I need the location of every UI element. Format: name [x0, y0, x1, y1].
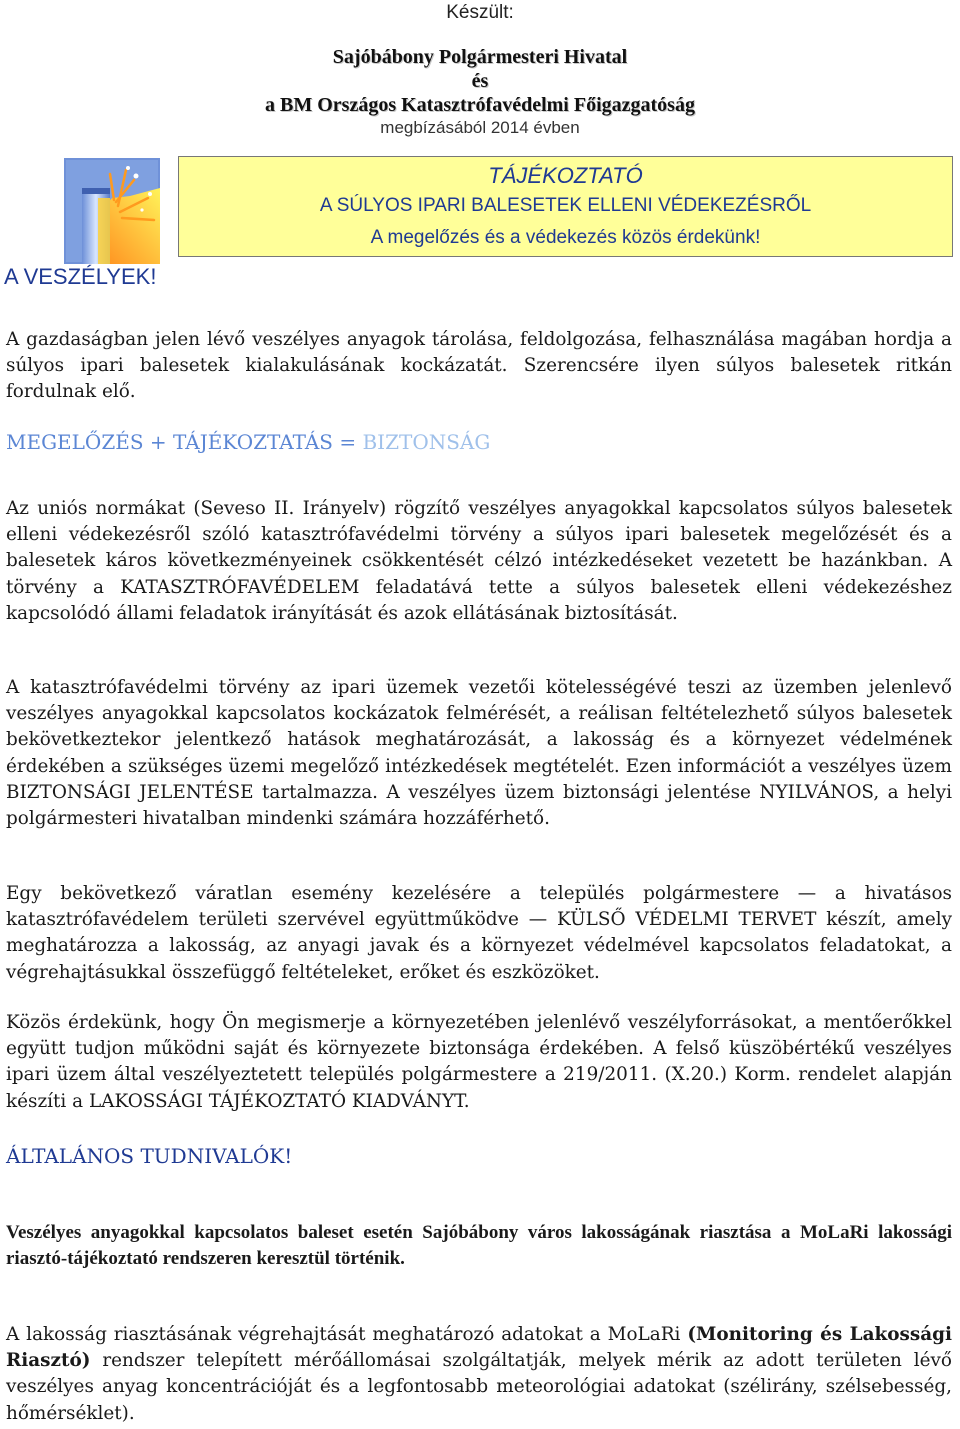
danger-label: A VESZÉLYEK!: [4, 264, 157, 289]
paragraph-interest: Közös érdekünk, hogy Ön megismerje a környezetében jelenlévő veszélyforrásokat, a mentőerőkkel együtt tudjon működni saját és környezete biztonsága érdekében. A felső küszöbértékű veszélyes ipari üzem által veszélyeztetett település polgármestere a 219/2011. (X.20.) Korm. rendelet alapján készíti a LAKOSSÁGI TÁJÉKOZTATÓ KIADVÁNYT.: [6, 1012, 952, 1112]
made-label: Készült:: [446, 2, 514, 23]
paragraph-seveso: Az uniós normákat (Seveso II. Irányelv) rögzítő veszélyes anyagokkal kapcsolatos súlyos balesetek elleni védekezésről szóló katasztrófavédelmi törvény a súlyos ipari balesetek megelőzését és a balesetek káros következményeinek csökkentését célzó intézkedéseket vezetett be hazánkban. A törvény a KATASZTRÓFAVÉDELEM feladatává tette a súlyos balesetek elleni védekezéshez kapcsolódó állami feladatok irányítását és azok ellátásának biztosítását.: [6, 498, 952, 624]
section-heading: ÁLTALÁNOS TUDNIVALÓK!: [6, 1144, 293, 1168]
org-line-1: Sajóbábony Polgármesteri Hivatal: [332, 46, 628, 68]
info-banner: [178, 156, 953, 257]
molari-text-end: rendszer telepített mérőállomásai szolgáltatják, melyek mérik az adott területen lévő veszélyes anyag koncentrációját és a legfontosabb meteorológiai adatokat (szélirány, szélsebesség, hőmérséklet).: [6, 1350, 952, 1424]
hazard-fire-icon: [64, 158, 160, 264]
org-line-3: a BM Országos Katasztrófavédelmi Főigazgatóság: [265, 94, 695, 116]
paragraph-alert: Veszélyes anyagokkal kapcsolatos baleset esetén Sajóbábony város lakosságának riasztása a MoLaRi lakossági riasztó-tájékoztató rendszeren keresztül történik.: [6, 1222, 952, 1269]
equation-line: [6, 430, 490, 454]
paragraph-law: A katasztrófavédelmi törvény az ipari üzemek vezetői kötelességévé teszi az üzemben jelenlevő veszélyes anyagokkal kapcsolatos kockázatok felmérését, a reálisan feltételezhető súlyos balesetek bekövetkeztekor jelentkező hatások meghatározását, a lakosság és a környezet védelmének érdekében a szükséges üzemi megelőző intézkedések megtételét. Ezen információt a veszélyes üzem BIZTONSÁGI JELENTÉSE tartalmazza. A veszélyes üzem biztonsági jelentése NYILVÁNOS, a helyi polgármesteri hivatalban mindenki számára hozzáférhető.: [6, 677, 952, 830]
org-line-2: és: [471, 70, 489, 92]
org-line-4: megbízásából 2014 évben: [380, 118, 580, 137]
banner-title: TÁJÉKOZTATÓ: [488, 163, 643, 188]
equation-part-1: MEGELŐZÉS + TÁJÉKOZTATÁS: [6, 430, 333, 454]
equation-equals: =: [333, 430, 363, 454]
molari-text-bold: (Monitoring és Lakossági Riasztó): [6, 1324, 952, 1372]
molari-text-start: A lakosság riasztásának végrehajtását meghatározó adatokat a MoLaRi: [6, 1324, 688, 1345]
equation-part-2: BIZTONSÁG: [362, 430, 491, 454]
banner-slogan: A megelőzés és a védekezés közös érdekünk!: [370, 227, 761, 248]
paragraph-molari: [6, 1322, 952, 1427]
paragraph-plan: Egy bekövetkező váratlan esemény kezelésére a település polgármestere — a hivatásos katasztrófavédelem területi szervével együttműködve — KÜLSŐ VÉDELMI TERVET készít, amely meghatározza a lakosság, az anyagi javak és a környezet védelmével kapcsolatos feladatokat, a végrehajtásukkal összefüggő feltételeket, erőket és eszközöket.: [6, 883, 952, 983]
paragraph-intro: A gazdaságban jelen lévő veszélyes anyagok tárolása, feldolgozása, felhasználása magában hordja a súlyos ipari balesetek kialakulásának kockázatát. Szerencsére ilyen súlyos balesetek ritkán fordulnak elő.: [6, 329, 952, 403]
banner-subtitle: A SÚLYOS IPARI BALESETEK ELLENI VÉDEKEZÉSRŐL: [319, 195, 812, 216]
